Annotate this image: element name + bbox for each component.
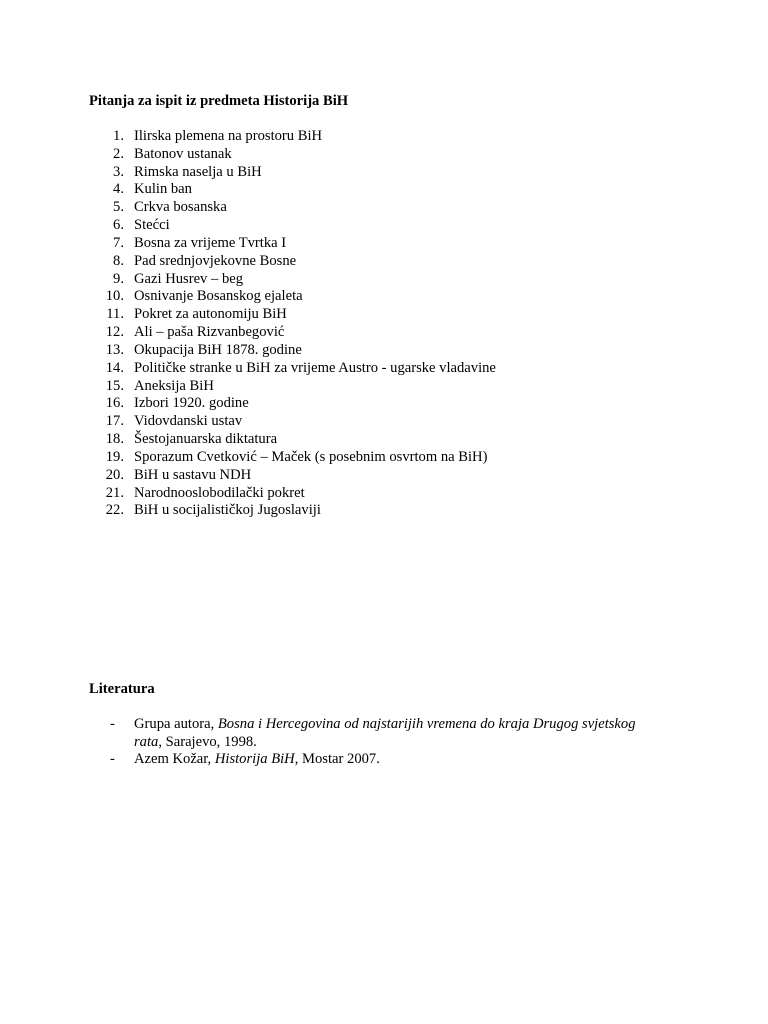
question-item bbox=[89, 128, 689, 146]
question-number: 18. bbox=[105, 431, 124, 448]
question-text: Izbori 1920. godine bbox=[134, 395, 249, 412]
question-text: Narodnooslobodilački pokret bbox=[134, 484, 305, 501]
question-item bbox=[89, 342, 689, 360]
literature-author: Azem Kožar, bbox=[134, 751, 215, 767]
literature-item bbox=[89, 716, 669, 751]
question-number: 5. bbox=[113, 199, 124, 216]
question-item bbox=[89, 413, 689, 431]
question-text: Šestojanuarska diktatura bbox=[134, 431, 278, 448]
question-number: 15. bbox=[105, 377, 124, 394]
question-list bbox=[89, 128, 689, 520]
question-item bbox=[89, 217, 689, 235]
question-item bbox=[89, 271, 689, 289]
question-number: 1. bbox=[113, 128, 124, 144]
question-item bbox=[89, 181, 689, 199]
list-bullet: - bbox=[110, 751, 115, 767]
question-text: Stećci bbox=[134, 217, 170, 234]
question-number: 7. bbox=[113, 234, 124, 251]
document-title: Pitanja za ispit iz predmeta Historija BiH bbox=[89, 93, 349, 109]
question-text: BiH u socijalističkoj Jugoslaviji bbox=[134, 502, 321, 519]
question-item bbox=[89, 253, 689, 271]
question-number: 9. bbox=[113, 270, 124, 287]
question-number: 10. bbox=[105, 288, 124, 305]
literature-item bbox=[89, 751, 669, 769]
literature-publication: , Mostar 2007. bbox=[294, 751, 380, 767]
question-item bbox=[89, 146, 689, 164]
literature-list bbox=[89, 716, 669, 769]
list-bullet: - bbox=[110, 716, 115, 732]
question-text: Pad srednjovjekovne Bosne bbox=[134, 252, 297, 269]
question-number: 2. bbox=[113, 145, 124, 162]
question-text: Političke stranke u BiH za vrijeme Austro - ugarske vladavine bbox=[134, 359, 496, 376]
question-number: 12. bbox=[105, 324, 124, 341]
question-item bbox=[89, 378, 689, 396]
question-number: 19. bbox=[105, 448, 124, 465]
question-item bbox=[89, 485, 689, 503]
question-text: Bosna za vrijeme Tvrtka I bbox=[134, 234, 287, 251]
question-number: 16. bbox=[105, 395, 124, 412]
question-number: 8. bbox=[113, 252, 124, 269]
question-text: Ali – paša Rizvanbegović bbox=[134, 324, 285, 341]
question-item bbox=[89, 502, 689, 520]
literature-line bbox=[134, 716, 669, 734]
question-item bbox=[89, 324, 689, 342]
question-text: Rimska naselja u BiH bbox=[134, 163, 262, 180]
question-item bbox=[89, 199, 689, 217]
question-text: Okupacija BiH 1878. godine bbox=[134, 341, 302, 358]
question-item bbox=[89, 235, 689, 253]
question-item bbox=[89, 360, 689, 378]
literature-title: Bosna i Hercegovina od najstarijih vremena do kraja Drugog svjetskog bbox=[217, 716, 636, 732]
question-number: 3. bbox=[113, 163, 124, 180]
question-item bbox=[89, 431, 689, 449]
literature-title: Historija BiH bbox=[214, 751, 295, 767]
question-number: 14. bbox=[105, 359, 124, 376]
question-number: 11. bbox=[106, 306, 124, 323]
question-number: 13. bbox=[105, 341, 124, 358]
literature-line bbox=[134, 751, 669, 769]
question-number: 4. bbox=[113, 181, 124, 198]
literature-author: Grupa autora, bbox=[134, 716, 218, 732]
question-text: Vidovdanski ustav bbox=[134, 413, 243, 430]
literature-publication: , Sarajevo, 1998. bbox=[158, 733, 257, 750]
question-number: 6. bbox=[113, 217, 124, 234]
question-text: Batonov ustanak bbox=[134, 145, 232, 162]
literature-title-continued: rata bbox=[134, 733, 159, 750]
question-number: 22. bbox=[105, 502, 124, 519]
question-item bbox=[89, 164, 689, 182]
literature-heading: Literatura bbox=[89, 681, 155, 697]
literature-line bbox=[134, 734, 669, 752]
question-item bbox=[89, 449, 689, 467]
question-text: BiH u sastavu NDH bbox=[134, 466, 252, 483]
question-number: 21. bbox=[105, 484, 124, 501]
question-text: Crkva bosanska bbox=[134, 199, 227, 216]
question-text: Aneksija BiH bbox=[134, 377, 214, 394]
question-text: Osnivanje Bosanskog ejaleta bbox=[134, 288, 303, 305]
question-item bbox=[89, 395, 689, 413]
question-number: 20. bbox=[105, 466, 124, 483]
question-item bbox=[89, 288, 689, 306]
question-text: Pokret za autonomiju BiH bbox=[134, 306, 287, 323]
question-number: 17. bbox=[105, 413, 124, 430]
question-item bbox=[89, 306, 689, 324]
question-text: Kulin ban bbox=[134, 181, 192, 198]
question-item bbox=[89, 467, 689, 485]
question-text: Ilirska plemena na prostoru BiH bbox=[134, 128, 323, 144]
question-text: Gazi Husrev – beg bbox=[134, 270, 244, 287]
question-text: Sporazum Cvetković – Maček (s posebnim osvrtom na BiH) bbox=[134, 448, 488, 465]
